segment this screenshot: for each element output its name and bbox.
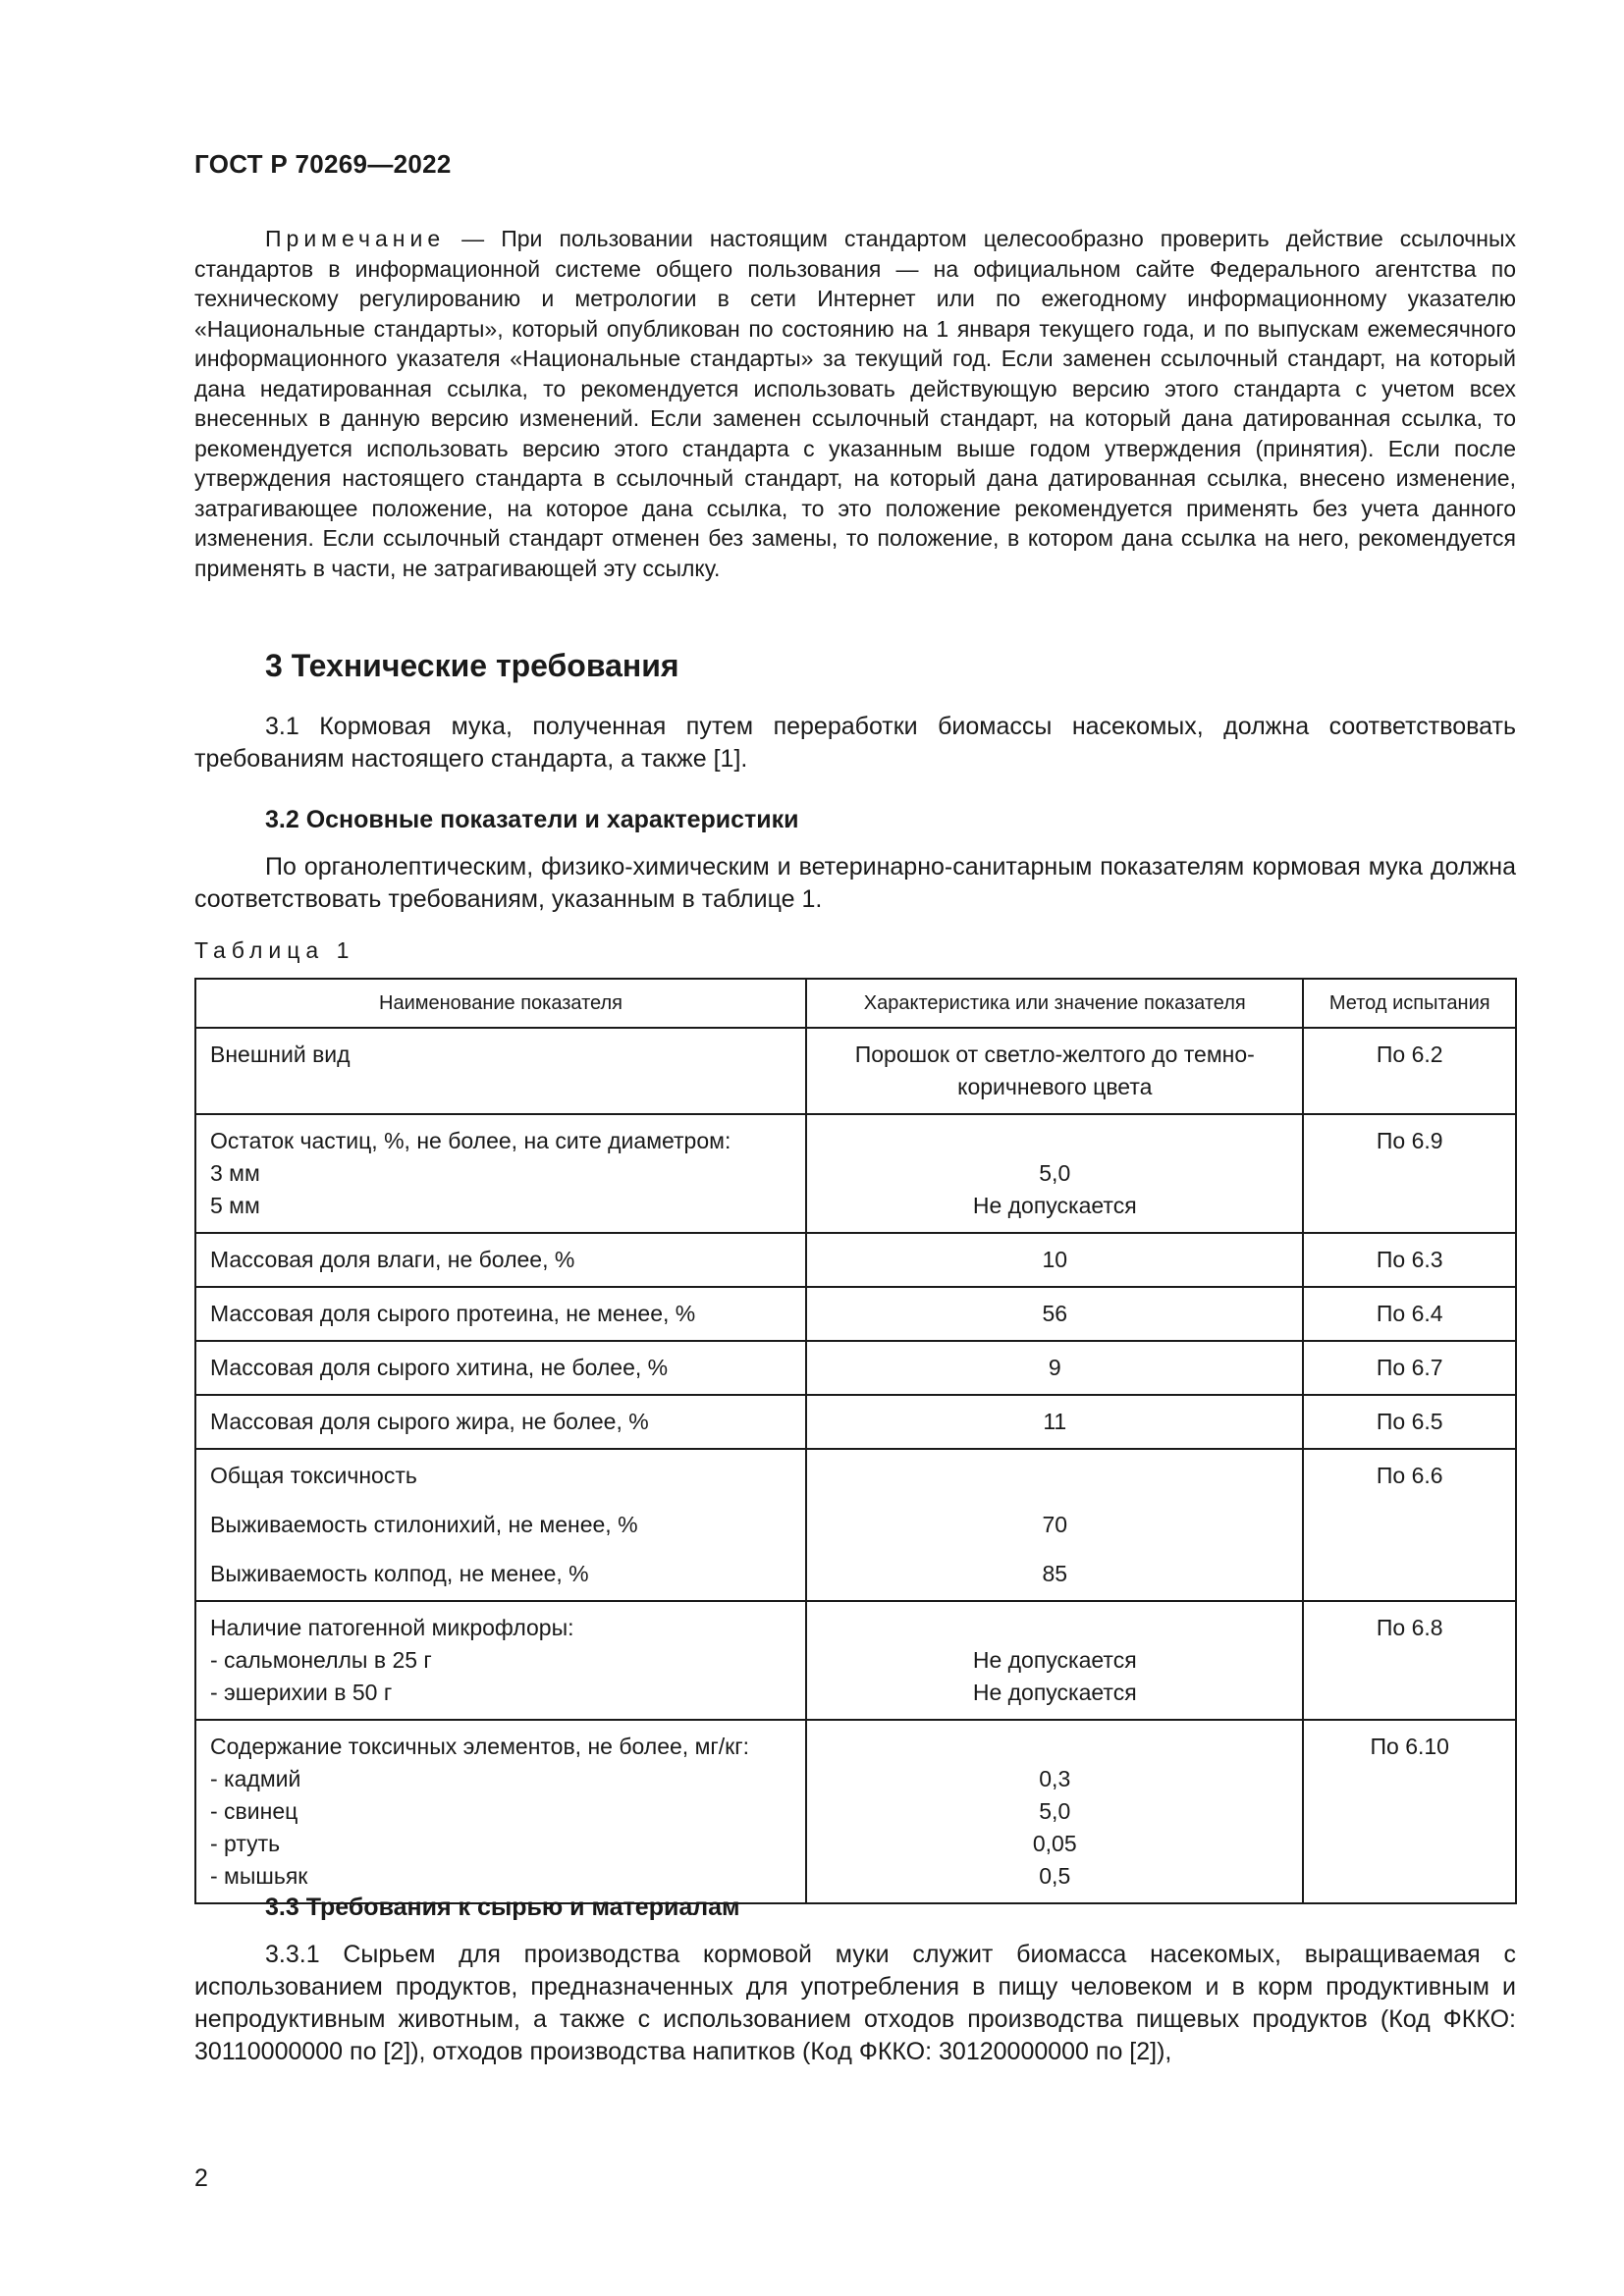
cell-method: По 6.5 — [1303, 1395, 1516, 1449]
table-row — [195, 1395, 1516, 1449]
header-value: Характеристика или значение показателя — [806, 979, 1303, 1028]
table-row — [195, 1601, 1516, 1720]
page-number: 2 — [194, 2164, 208, 2192]
header-name: Наименование показателя — [195, 979, 806, 1028]
table-row — [195, 1028, 1516, 1114]
cell-value: Порошок от светло-желтого до темно- коричневого цвета — [806, 1028, 1303, 1114]
paragraph-3-3-1: 3.3.1 Сырьем для производства кормовой муки служит биомасса насекомых, выращиваемая с использованием продуктов, предназначенных для употребления в пищу человеком и в корм продуктивным и непродуктивным животным, а также с использованием отходов производства пищевых продуктов (Код ФККО: 30110000000 по [2]), отходов производства напитков (Код ФККО: 30120000000 по [2]), — [194, 1941, 1516, 2065]
cell-value: 11 — [806, 1395, 1303, 1449]
note-text: — При пользовании настоящим стандартом целесообразно проверить действие ссылочных стандартов в информационной системе общего пользования — на официальном сайте Федерального агентства по техническому регулированию и метрологии в сети Интернет или по ежегодному информационному указателю «Национальные стандарты», который опубликован по состоянию на 1 января текущего года, и по выпускам ежемесячного информационного указателя «Национальные стандарты» за текущий год. Если заменен ссылочный стандарт, на который дана недатированная ссылка, то рекомендуется использовать действующую версию этого стандарта с учетом всех внесенных в данную версию изменений. Если заменен ссылочный стандарт, на который дана датированная ссылка, то рекомендуется использовать версию этого стандарта с указанным выше годом утверждения (принятия). Если после утверждения настоящего стандарта в ссылочный стандарт, на который дана датированная ссылка, внесено изменение, затрагивающее положение, на которое дана ссылка, то это положение рекомендуется применять без учета данного изменения. Если ссылочный стандарт отменен без замены, то положение, в котором дана ссылка на него, рекомендуется применять в части, не затрагивающей эту ссылку. — [194, 226, 1516, 581]
table-row — [195, 1720, 1516, 1903]
table-1 — [194, 978, 1517, 1904]
table-caption: Таблица 1 — [194, 937, 355, 963]
cell-name: Содержание токсичных элементов, не более, мг/кг: - кадмий - свинец - ртуть - мышьяк — [195, 1720, 806, 1903]
cell-value: 5,0 Не допускается — [806, 1114, 1303, 1233]
table-row — [195, 1114, 1516, 1233]
table-row — [195, 1449, 1516, 1601]
cell-method: По 6.3 — [1303, 1233, 1516, 1287]
document-header: ГОСТ Р 70269—2022 — [194, 149, 452, 179]
table-row — [195, 1341, 1516, 1395]
cell-name: Остаток частиц, %, не более, на сите диаметром: 3 мм 5 мм — [195, 1114, 806, 1233]
cell-method: По 6.7 — [1303, 1341, 1516, 1395]
paragraph-3-1: 3.1 Кормовая мука, полученная путем переработки биомассы насекомых, должна соответствовать требованиям настоящего стандарта, а также [1]. — [194, 713, 1516, 773]
section-3-title: 3 Технические требования — [265, 648, 679, 683]
cell-value: Не допускается Не допускается — [806, 1601, 1303, 1720]
table-row — [195, 1287, 1516, 1341]
cell-method: По 6.8 — [1303, 1601, 1516, 1720]
cell-name: Массовая доля влаги, не более, % — [195, 1233, 806, 1287]
table-row — [195, 1233, 1516, 1287]
cell-name: Внешний вид — [195, 1028, 806, 1114]
cell-method: По 6.6 — [1303, 1449, 1516, 1601]
cell-name: Общая токсичность Выживаемость стилонихий, не менее, % Выживаемость колпод, не менее, % — [195, 1449, 806, 1601]
cell-method: По 6.9 — [1303, 1114, 1516, 1233]
heading-3-3: 3.3 Требования к сырью и материалам — [265, 1894, 740, 1921]
cell-value: 56 — [806, 1287, 1303, 1341]
cell-method: По 6.4 — [1303, 1287, 1516, 1341]
table-header-row — [195, 979, 1516, 1028]
cell-name: Наличие патогенной микрофлоры: - сальмонеллы в 25 г - эшерихии в 50 г — [195, 1601, 806, 1720]
paragraph-3-2: По органолептическим, физико-химическим и ветеринарно-санитарным показателям кормовая мука должна соответствовать требованиям, указанным в таблице 1. — [194, 853, 1516, 913]
note-label: Примечание — [265, 226, 446, 251]
cell-value: 9 — [806, 1341, 1303, 1395]
note-block — [194, 224, 1516, 583]
cell-value: 0,3 5,0 0,05 0,5 — [806, 1720, 1303, 1903]
header-method: Метод испытания — [1303, 979, 1516, 1028]
heading-3-2: 3.2 Основные показатели и характеристики — [265, 806, 799, 833]
cell-name: Массовая доля сырого жира, не более, % — [195, 1395, 806, 1449]
cell-name: Массовая доля сырого хитина, не более, % — [195, 1341, 806, 1395]
cell-name: Массовая доля сырого протеина, не менее, % — [195, 1287, 806, 1341]
cell-method: По 6.2 — [1303, 1028, 1516, 1114]
cell-value: 10 — [806, 1233, 1303, 1287]
cell-value: 70 85 — [806, 1449, 1303, 1601]
cell-method: По 6.10 — [1303, 1720, 1516, 1903]
